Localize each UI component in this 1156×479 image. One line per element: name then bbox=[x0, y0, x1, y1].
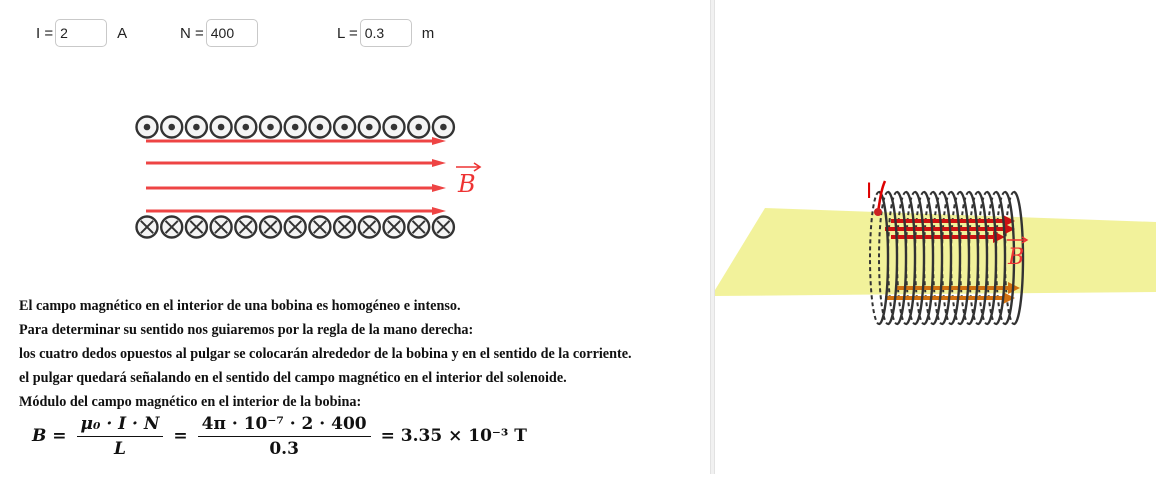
current-in-symbol bbox=[161, 217, 182, 238]
current-out-symbol bbox=[408, 117, 429, 138]
current-in-symbol bbox=[235, 217, 256, 238]
turns-param bbox=[180, 18, 258, 48]
current-out-symbol bbox=[384, 117, 405, 138]
field-formula bbox=[28, 410, 531, 462]
field-lines bbox=[146, 137, 446, 215]
length-label: L = bbox=[337, 24, 358, 42]
current-in-symbol bbox=[260, 217, 281, 238]
description-line: los cuatro dedos opuestos al pulgar se colocarán alrededor de la bobina y en el sentido de la corriente. bbox=[19, 346, 632, 362]
current-in-symbol bbox=[186, 217, 207, 238]
current-in-symbol bbox=[408, 217, 429, 238]
current-in-symbol bbox=[359, 217, 380, 238]
current-symbol: I bbox=[866, 178, 873, 203]
current-in-symbol bbox=[334, 217, 355, 238]
current-in-symbol bbox=[384, 217, 405, 238]
field-line-arrow bbox=[146, 184, 446, 192]
formula-numerator: μ₀ · I · N bbox=[77, 414, 164, 437]
description-line: el pulgar quedará señalando en el sentido del campo magnético en el interior del solenoide. bbox=[19, 370, 567, 386]
length-input[interactable]: 0.3 bbox=[360, 19, 412, 47]
field-vector-label bbox=[456, 163, 480, 198]
formula-numeric-numerator: 4π · 10⁻⁷ · 2 · 400 bbox=[198, 414, 371, 437]
current-out-symbol bbox=[211, 117, 232, 138]
current-out-symbol bbox=[186, 117, 207, 138]
current-out-symbol bbox=[137, 117, 158, 138]
current-in-symbol bbox=[137, 217, 158, 238]
current-unit: A bbox=[117, 24, 128, 42]
current-out-symbol bbox=[260, 117, 281, 138]
current-out-row bbox=[137, 117, 454, 138]
current-in-row bbox=[137, 217, 454, 238]
turns-label: N = bbox=[180, 24, 204, 42]
formula-result: = 3.35 × 10⁻³ T bbox=[380, 426, 527, 446]
description bbox=[19, 294, 719, 414]
description-line: Para determinar su sentido nos guiaremos por la regla de la mano derecha: bbox=[19, 322, 474, 338]
view-3d-panel[interactable] bbox=[715, 0, 1156, 474]
current-out-symbol bbox=[433, 117, 454, 138]
current-out-symbol bbox=[161, 117, 182, 138]
description-line: El campo magnético en el interior de una bobina es homogéneo e intenso. bbox=[19, 298, 461, 314]
solenoid-3d-view[interactable] bbox=[715, 0, 1156, 474]
current-label: I = bbox=[36, 24, 54, 42]
formula-denominator: L bbox=[114, 438, 126, 459]
formula-lhs: B = bbox=[32, 426, 67, 446]
solenoid-cross-section-diagram bbox=[130, 110, 500, 245]
formula-numeric-denominator: 0.3 bbox=[269, 438, 299, 459]
field-line-arrow bbox=[146, 159, 446, 167]
current-input[interactable]: 2 bbox=[55, 19, 107, 47]
field-symbol-3d: B bbox=[1008, 245, 1025, 270]
current-out-symbol bbox=[285, 117, 306, 138]
formula-symbolic-fraction bbox=[77, 414, 164, 459]
turns-input[interactable]: 400 bbox=[206, 19, 258, 47]
length-unit: m bbox=[421, 24, 435, 42]
current-out-symbol bbox=[359, 117, 380, 138]
current-in-symbol bbox=[285, 217, 306, 238]
length-param bbox=[337, 18, 434, 48]
current-in-symbol bbox=[309, 217, 330, 238]
current-in-symbol bbox=[433, 217, 454, 238]
formula-numeric-fraction bbox=[198, 414, 371, 459]
description-line: Módulo del campo magnético en el interior de la bobina: bbox=[19, 394, 362, 410]
current-out-symbol bbox=[309, 117, 330, 138]
current-out-symbol bbox=[334, 117, 355, 138]
field-line-arrow bbox=[146, 207, 446, 215]
current-param bbox=[36, 18, 127, 48]
field-symbol: B bbox=[458, 170, 476, 198]
current-out-symbol bbox=[235, 117, 256, 138]
formula-equals: = bbox=[173, 426, 188, 446]
current-in-symbol bbox=[211, 217, 232, 238]
